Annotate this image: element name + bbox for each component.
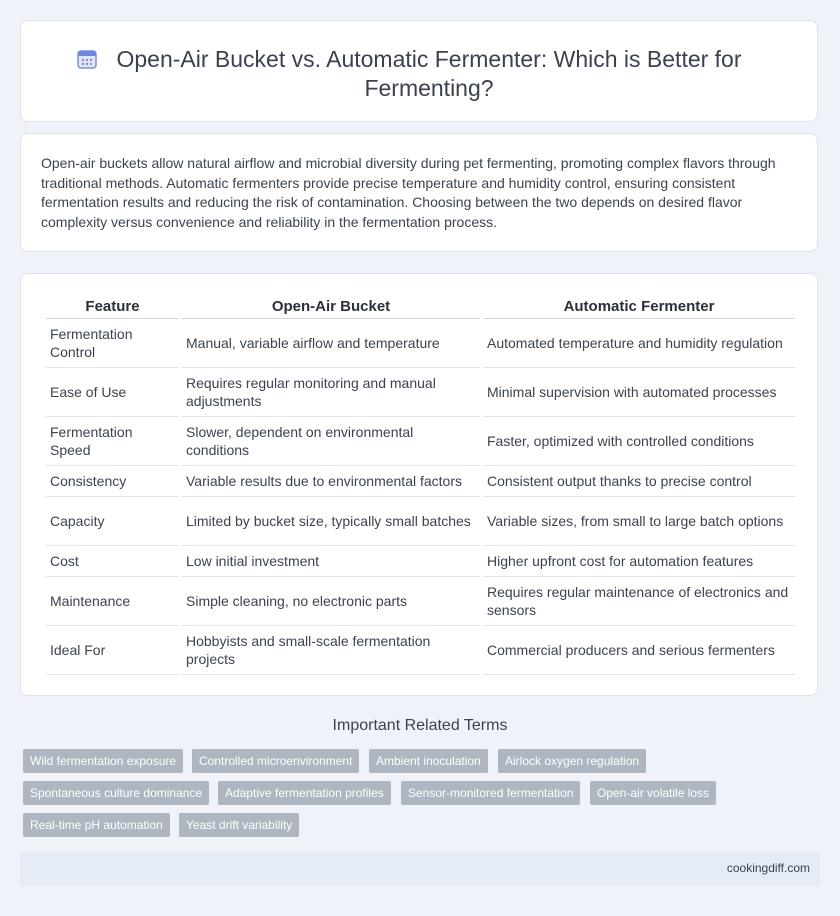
footer (20, 852, 820, 886)
column-header-automatic-fermenter: Automatic Fermenter (483, 296, 795, 319)
table-cell: Consistency (46, 466, 179, 497)
summary-card (20, 133, 818, 252)
table-cell: Fermentation Speed (46, 417, 179, 466)
comparison-table-card (20, 273, 818, 696)
related-term-tag[interactable]: Spontaneous culture dominance (23, 781, 209, 805)
table-row (46, 368, 795, 417)
related-term-tag[interactable]: Ambient inoculation (369, 749, 488, 773)
table-cell: Requires regular maintenance of electronics and sensors (483, 577, 795, 626)
table-cell: Cost (46, 546, 179, 577)
table-row (46, 546, 795, 577)
column-header-feature: Feature (46, 296, 179, 319)
table-cell: Manual, variable airflow and temperature (182, 319, 480, 368)
table-row (46, 417, 795, 466)
table-row (46, 577, 795, 626)
table-cell: Low initial investment (182, 546, 480, 577)
related-term-tag[interactable]: Airlock oxygen regulation (498, 749, 646, 773)
table-row (46, 466, 795, 497)
page-title: Open-Air Bucket vs. Automatic Fermenter: Which is Better for Fermenting? (116, 46, 742, 101)
table-cell: Consistent output thanks to precise control (483, 466, 795, 497)
table-cell: Fermentation Control (46, 319, 179, 368)
footer-site: cookingdiff.com (726, 861, 810, 875)
table-cell: Automated temperature and humidity regulation (483, 319, 795, 368)
table-cell: Simple cleaning, no electronic parts (182, 577, 480, 626)
table-cell: Ideal For (46, 626, 179, 675)
table-cell: Capacity (46, 497, 179, 546)
table-row (46, 319, 795, 368)
table-cell: Higher upfront cost for automation features (483, 546, 795, 577)
table-row (46, 497, 795, 546)
table-cell: Slower, dependent on environmental conditions (182, 417, 480, 466)
table-cell: Maintenance (46, 577, 179, 626)
title-card (20, 20, 818, 122)
related-term-tag[interactable]: Open-air volatile loss (590, 781, 716, 805)
table-cell: Faster, optimized with controlled conditions (483, 417, 795, 466)
column-header-open-air-bucket: Open-Air Bucket (182, 296, 480, 319)
summary-text: Open-air buckets allow natural airflow and microbial diversity during pet fermenting, promoting complex flavors through traditional methods. Automatic fermenters provide precise temperature and humidity control, ensuring consistent fermentation results and reducing the risk of contamination. Choosing between the two depends on desired flavor complexity versus convenience and reliability in the fermentation process. (41, 155, 776, 230)
table-cell: Variable sizes, from small to large batch options (483, 497, 795, 546)
table-cell: Variable results due to environmental factors (182, 466, 480, 497)
related-term-tag[interactable]: Wild fermentation exposure (23, 749, 183, 773)
table-row (46, 626, 795, 675)
table-header-row (46, 296, 795, 319)
table-cell: Ease of Use (46, 368, 179, 417)
related-term-tag[interactable]: Sensor-monitored fermentation (401, 781, 580, 805)
related-terms-title: Important Related Terms (332, 717, 508, 734)
related-term-tag[interactable]: Yeast drift variability (179, 813, 299, 837)
table-cell: Commercial producers and serious fermenters (483, 626, 795, 675)
comparison-table (43, 296, 798, 675)
related-term-tag[interactable]: Adaptive fermentation profiles (218, 781, 391, 805)
table-cell: Minimal supervision with automated processes (483, 368, 795, 417)
related-term-tag[interactable]: Controlled microenvironment (192, 749, 359, 773)
related-term-tag[interactable]: Real-time pH automation (23, 813, 170, 837)
table-cell: Limited by bucket size, typically small batches (182, 497, 480, 546)
table-cell: Hobbyists and small-scale fermentation projects (182, 626, 480, 675)
table-cell: Requires regular monitoring and manual adjustments (182, 368, 480, 417)
